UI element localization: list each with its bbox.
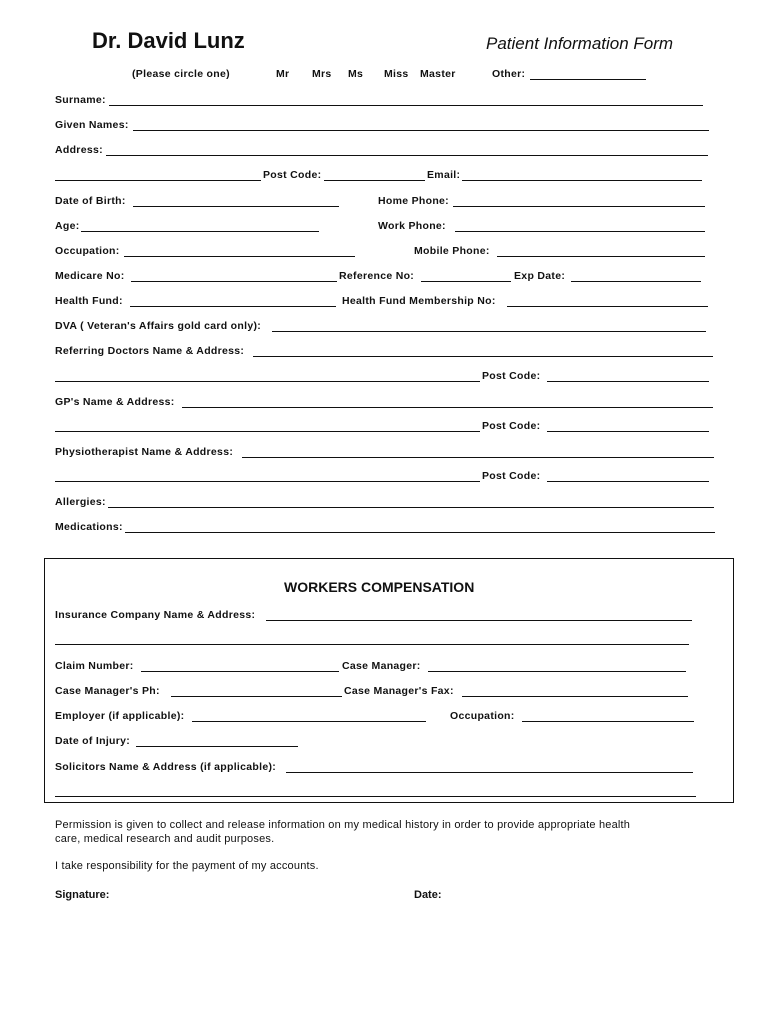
physio-post-code-line[interactable] xyxy=(547,481,709,482)
physio-post-code-label: Post Code: xyxy=(482,470,541,482)
case-manager-label: Case Manager: xyxy=(342,660,421,672)
other-title-label: Other: xyxy=(492,68,526,80)
health-fund-label: Health Fund: xyxy=(55,295,123,307)
referring-doctor-line-2[interactable] xyxy=(55,381,480,382)
email-line[interactable] xyxy=(462,180,702,181)
dob-line[interactable] xyxy=(133,206,339,207)
solicitors-line-2[interactable] xyxy=(55,796,696,797)
occupation-label: Occupation: xyxy=(55,245,120,257)
dva-line[interactable] xyxy=(272,331,706,332)
doctor-name: Dr. David Lunz xyxy=(92,28,245,53)
referring-doctor-label: Referring Doctors Name & Address: xyxy=(55,345,245,357)
age-label: Age: xyxy=(55,220,80,232)
exp-date-line[interactable] xyxy=(571,281,701,282)
title-option-miss[interactable]: Miss xyxy=(384,68,409,80)
post-code-line[interactable] xyxy=(324,180,425,181)
claim-number-label: Claim Number: xyxy=(55,660,134,672)
surname-line[interactable] xyxy=(109,105,703,106)
gp-line[interactable] xyxy=(182,407,713,408)
signature-label: Signature: xyxy=(55,889,110,901)
address-line-2[interactable] xyxy=(55,180,261,181)
reference-no-line[interactable] xyxy=(421,281,511,282)
title-option-ms[interactable]: Ms xyxy=(348,68,364,80)
physio-line-2[interactable] xyxy=(55,481,480,482)
dva-label: DVA ( Veteran's Affairs gold card only): xyxy=(55,320,262,332)
case-manager-line[interactable] xyxy=(428,671,686,672)
home-phone-label: Home Phone: xyxy=(378,195,449,207)
gp-post-code-line[interactable] xyxy=(547,431,709,432)
home-phone-line[interactable] xyxy=(453,206,705,207)
mobile-phone-line[interactable] xyxy=(497,256,705,257)
workers-compensation-title: WORKERS COMPENSATION xyxy=(284,579,475,595)
medications-label: Medications: xyxy=(55,521,123,533)
date-label: Date: xyxy=(414,889,442,901)
address-line[interactable] xyxy=(106,155,708,156)
allergies-line[interactable] xyxy=(108,507,714,508)
gp-post-code-label: Post Code: xyxy=(482,420,541,432)
case-manager-fax-label: Case Manager's Fax: xyxy=(344,685,454,697)
insurance-line[interactable] xyxy=(266,620,692,621)
permission-text-line-1: Permission is given to collect and release information on my medical history in order to provide appropriate health xyxy=(55,819,631,831)
title-option-mrs[interactable]: Mrs xyxy=(312,68,332,80)
work-phone-line[interactable] xyxy=(455,231,705,232)
dob-label: Date of Birth: xyxy=(55,195,126,207)
wc-occupation-line[interactable] xyxy=(522,721,694,722)
solicitors-label: Solicitors Name & Address (if applicable): xyxy=(55,761,277,773)
given-names-label: Given Names: xyxy=(55,119,129,131)
referring-post-code-label: Post Code: xyxy=(482,370,541,382)
physio-line[interactable] xyxy=(242,457,714,458)
gp-line-2[interactable] xyxy=(55,431,480,432)
health-fund-membership-label: Health Fund Membership No: xyxy=(342,295,496,307)
form-title: Patient Information Form xyxy=(486,34,674,53)
case-manager-fax-line[interactable] xyxy=(462,696,688,697)
title-option-mr[interactable]: Mr xyxy=(276,68,290,80)
occupation-line[interactable] xyxy=(124,256,355,257)
date-of-injury-line[interactable] xyxy=(136,746,298,747)
exp-date-label: Exp Date: xyxy=(514,270,566,282)
health-fund-membership-line[interactable] xyxy=(507,306,708,307)
employer-line[interactable] xyxy=(192,721,426,722)
surname-label: Surname: xyxy=(55,94,106,106)
circle-instruction: (Please circle one) xyxy=(132,68,230,80)
mobile-phone-label: Mobile Phone: xyxy=(414,245,490,257)
allergies-label: Allergies: xyxy=(55,496,106,508)
insurance-label: Insurance Company Name & Address: xyxy=(55,609,256,621)
physio-label: Physiotherapist Name & Address: xyxy=(55,446,234,458)
responsibility-text: I take responsibility for the payment of my accounts. xyxy=(55,860,319,872)
solicitors-line[interactable] xyxy=(286,772,693,773)
referring-post-code-line[interactable] xyxy=(547,381,709,382)
gp-label: GP's Name & Address: xyxy=(55,396,175,408)
claim-number-line[interactable] xyxy=(141,671,339,672)
medicare-no-label: Medicare No: xyxy=(55,270,125,282)
health-fund-line[interactable] xyxy=(130,306,336,307)
case-manager-ph-line[interactable] xyxy=(171,696,342,697)
address-label: Address: xyxy=(55,144,103,156)
date-of-injury-label: Date of Injury: xyxy=(55,735,131,747)
post-code-label: Post Code: xyxy=(263,169,322,181)
other-title-line[interactable] xyxy=(530,79,646,80)
permission-text-line-2: care, medical research and audit purposes. xyxy=(55,833,275,845)
reference-no-label: Reference No: xyxy=(339,270,415,282)
email-label: Email: xyxy=(427,169,461,181)
medications-line[interactable] xyxy=(125,532,715,533)
given-names-line[interactable] xyxy=(133,130,709,131)
wc-occupation-label: Occupation: xyxy=(450,710,515,722)
employer-label: Employer (if applicable): xyxy=(55,710,185,722)
insurance-line-2[interactable] xyxy=(55,644,689,645)
medicare-no-line[interactable] xyxy=(131,281,337,282)
work-phone-label: Work Phone: xyxy=(378,220,446,232)
referring-doctor-line[interactable] xyxy=(253,356,713,357)
age-line[interactable] xyxy=(81,231,319,232)
case-manager-ph-label: Case Manager's Ph: xyxy=(55,685,160,697)
title-option-master[interactable]: Master xyxy=(420,68,456,80)
